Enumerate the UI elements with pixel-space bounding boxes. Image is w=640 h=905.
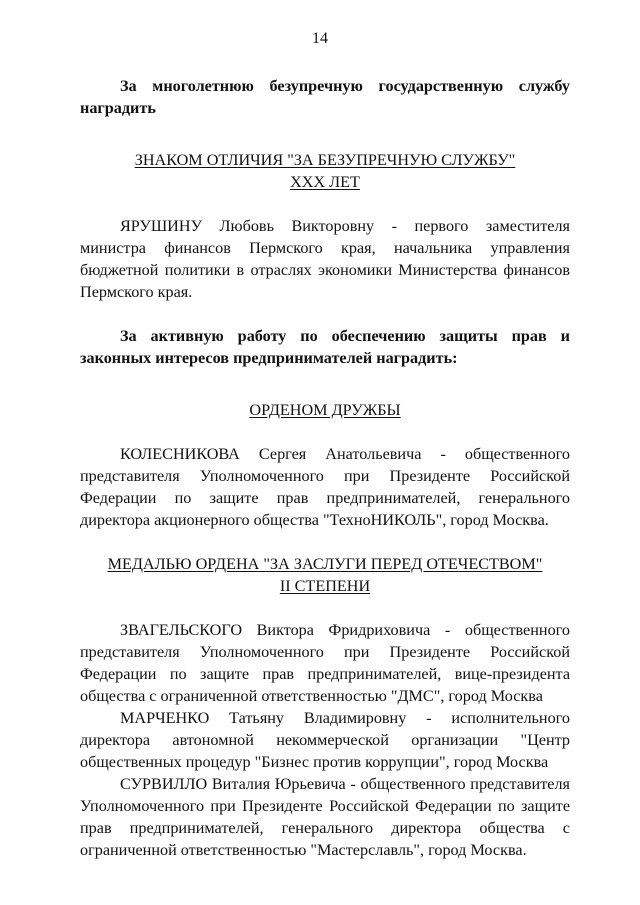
heading-medal-line1: МЕДАЛЬЮ ОРДЕНА "ЗА ЗАСЛУГИ ПЕРЕД ОТЕЧЕСТВОМ" (107, 555, 543, 573)
person-kolesnikov: КОЛЕСНИКОВА Сергея Анатольевича - общественного представителя Уполномоченного при Президенте Российской Федерации по защите прав предпринимателей, генерального директора акционерного общества "ТехноНИКОЛЬ", город Москва. (80, 445, 570, 529)
award-service-intro: За многолетнюю безупречную государственную службу наградить (80, 77, 570, 117)
person-survillo: СУРВИЛЛО Виталия Юрьевича - общественного представителя Уполномоченного при Президенте Российской Федерации по защите прав предпринимателей, генерального директора общества с ограниченной ответственностью "Мастерславль", город Москва. (80, 775, 570, 859)
award-rights-intro: За активную работу по обеспечению защиты прав и законных интересов предпринимателей наградить: (80, 327, 570, 367)
heading-badge-line2: XXX ЛЕТ (290, 173, 360, 191)
person-zvagelsky: ЗВАГЕЛЬСКОГО Виктора Фридриховича - общественного представителя Уполномоченного при Президенте Российской Федерации по защите прав предпринимателей, вице-президента общества с ограниченной ответственностью "ДМС", город Москва (80, 621, 570, 705)
person-yarushina: ЯРУШИНУ Любовь Викторовну - первого заместителя министра финансов Пермского края, начальника управления бюджетной политики в отраслях экономики Министерства финансов Пермского края. (80, 217, 570, 301)
person-marchenko: МАРЧЕНКО Татьяну Владимировну - исполнительного директора автономной некоммерческой организации "Центр общественных процедур "Бизнес против коррупции", город Москва (80, 709, 570, 771)
document-body (80, 75, 570, 861)
heading-order: ОРДЕНОМ ДРУЖБЫ (249, 401, 401, 419)
page-number: 14 (312, 30, 328, 47)
heading-medal-line2: II СТЕПЕНИ (279, 577, 371, 595)
heading-badge-line1: ЗНАКОМ ОТЛИЧИЯ "ЗА БЕЗУПРЕЧНУЮ СЛУЖБУ" (134, 151, 516, 169)
